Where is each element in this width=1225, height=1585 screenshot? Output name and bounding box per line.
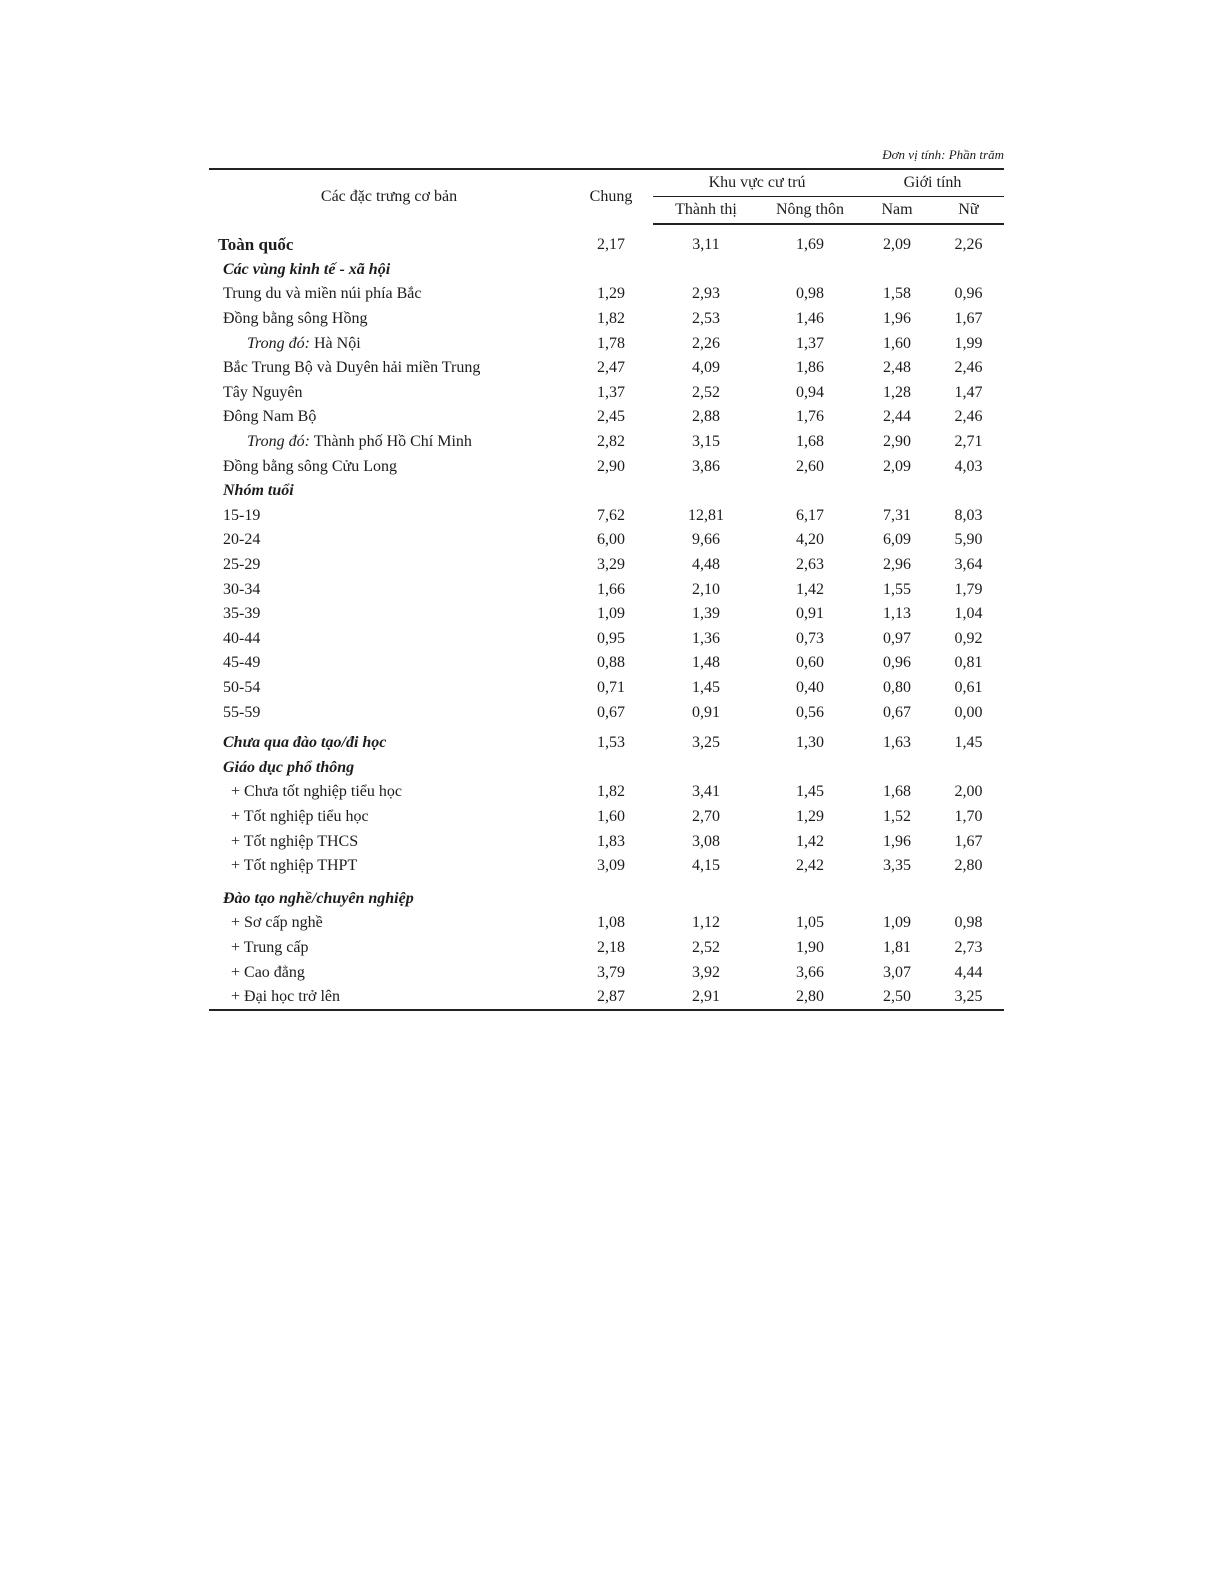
cell-urban: 4,15 [692,857,720,875]
cell-general: 6,00 [597,531,625,549]
row-label-text: 35-39 [223,605,261,623]
cell-female: 1,45 [954,734,983,752]
table-row [209,307,1004,332]
row-label [209,224,569,258]
cell-female: 0,81 [954,654,983,672]
cell-general: 1,37 [597,383,625,401]
cell-female: 5,90 [954,531,983,549]
table-row [209,651,1004,676]
row-label [209,878,569,911]
cell-general: 7,62 [597,506,625,524]
row-label-text: 50-54 [223,678,261,696]
cell-female: 0,96 [954,285,983,303]
cell-urban: 1,36 [692,629,720,647]
cell-male: 0,67 [883,703,911,721]
table-row [209,331,1004,356]
cell-general: 0,88 [597,654,625,672]
cell-urban: 2,10 [692,580,720,598]
table-row [209,805,1004,830]
cell-general: 2,47 [597,359,625,377]
cell-female: 2,46 [954,359,983,377]
cell-female: 2,80 [954,857,983,875]
section-vocational [209,878,1004,911]
section-spacer [569,755,1004,780]
cell-urban: 0,91 [692,703,720,721]
cell-rural: 1,46 [796,310,824,328]
table-row [209,960,1004,985]
cell-male: 2,50 [861,985,933,1011]
row-label [209,960,569,985]
cell-male: 2,09 [883,457,911,475]
table-header [209,169,1004,224]
section-regions [209,258,1004,283]
cell-rural: 2,60 [796,457,824,475]
cell-rural: 1,42 [796,580,824,598]
row-label [209,454,569,479]
cell-female: 2,46 [954,408,983,426]
cell-rural: 1,90 [796,938,824,956]
row-label [209,430,569,455]
cell-female: 2,26 [954,236,983,254]
row-label [209,627,569,652]
cell-rural: 1,68 [796,433,824,451]
row-label [209,651,569,676]
cell-male: 3,35 [883,857,911,875]
cell-male: 1,96 [883,832,911,850]
cell-general: 3,09 [597,857,625,875]
cell-rural: 1,30 [796,734,824,752]
cell-male: 1,63 [883,734,911,752]
cell-urban: 2,70 [692,807,720,825]
cell-female: 3,25 [933,985,1004,1011]
row-label [209,755,569,780]
row-label-text: Nhóm tuổi [223,482,294,500]
cell-general: 3,29 [597,556,625,574]
cell-rural: 1,76 [796,408,824,426]
cell-female: 1,99 [954,334,983,352]
cell-male: 1,09 [883,914,911,932]
cell-rural: 2,63 [796,556,824,574]
table-row [209,936,1004,961]
section-spacer [569,878,1004,911]
cell-male: 1,81 [883,938,911,956]
cell-urban: 3,08 [692,832,720,850]
table-row [209,854,1004,879]
row-label-prefix: Trong đó: [247,334,310,352]
cell-urban: 2,53 [692,310,720,328]
cell-female: 2,71 [954,433,983,451]
cell-general: 2,17 [597,235,625,253]
table-row [209,381,1004,406]
row-label-text: 15-19 [223,506,261,524]
row-label [209,307,569,332]
cell-rural: 1,42 [796,832,824,850]
row-label [209,700,569,731]
row-label [209,381,569,406]
cell-urban: 12,81 [688,506,724,524]
cell-general: 0,95 [597,629,625,647]
row-label-text: Giáo dục phổ thông [223,758,355,776]
cell-general: 1,82 [597,783,625,801]
cell-male: 0,80 [883,678,911,696]
row-label-text: Bắc Trung Bộ và Duyên hải miền Trung [223,359,481,377]
cell-female: 0,00 [954,703,983,721]
cell-rural: 0,60 [796,654,824,672]
cell-general: 1,08 [597,914,625,932]
row-label-text: + Tốt nghiệp THCS [231,832,359,850]
cell-female: 3,64 [954,556,983,574]
cell-urban: 1,48 [692,654,720,672]
table-row [209,676,1004,701]
cell-urban: 4,09 [692,359,720,377]
cell-female: 0,98 [954,914,983,932]
cell-general: 2,90 [597,457,625,475]
cell-male: 0,97 [883,629,911,647]
row-label [209,936,569,961]
cell-female: 1,67 [954,310,983,328]
row-label-text: + Trung cấp [231,938,309,956]
unemployment-rate-table [209,168,1004,1011]
section-general-education [209,755,1004,780]
cell-female: 4,44 [954,963,983,981]
table-row [209,780,1004,805]
table-row [209,553,1004,578]
cell-urban: 3,92 [692,963,720,981]
row-label [209,258,569,283]
table-row [209,454,1004,479]
cell-general: 2,82 [597,433,625,451]
row-label-text: + Tốt nghiệp tiểu học [231,807,369,825]
cell-urban: 1,39 [692,605,720,623]
cell-rural: 1,05 [796,914,824,932]
cell-urban: 1,12 [692,914,720,932]
section-spacer [569,479,1004,504]
cell-female: 2,00 [954,783,983,801]
table-row [209,627,1004,652]
row-label [209,356,569,381]
cell-rural: 1,29 [796,807,824,825]
row-label [209,331,569,356]
row-label-text: Hà Nội [313,334,361,352]
cell-rural: 0,56 [796,703,824,721]
cell-urban: 2,93 [692,285,720,303]
cell-male: 2,09 [883,236,911,254]
row-label-text: 40-44 [223,629,261,647]
table-row [209,504,1004,529]
row-label-text: Đồng bằng sông Hồng [223,310,368,328]
row-label-text: + Sơ cấp nghề [231,914,323,932]
cell-rural: 1,37 [796,334,824,352]
row-label [209,805,569,830]
cell-male: 0,96 [883,654,911,672]
cell-female: 8,03 [954,506,983,524]
cell-male: 1,68 [883,783,911,801]
row-label [209,479,569,504]
table-row [209,602,1004,627]
cell-rural: 3,66 [796,963,824,981]
table-row [209,405,1004,430]
cell-urban: 3,25 [692,734,720,752]
row-label-text: 20-24 [223,531,261,549]
cell-general: 1,09 [597,605,625,623]
row-label-text: 30-34 [223,580,261,598]
table-row [209,356,1004,381]
cell-female: 1,79 [954,580,983,598]
cell-urban: 3,41 [692,783,720,801]
cell-female: 0,61 [954,678,983,696]
row-label-text: 55-59 [223,703,261,721]
row-label-text: Đồng bằng sông Cửu Long [223,457,397,475]
cell-urban: 1,45 [692,678,720,696]
cell-female: 0,92 [954,629,983,647]
row-label [209,577,569,602]
table-row [209,430,1004,455]
cell-rural: 0,91 [796,605,824,623]
cell-female: 1,04 [954,605,983,623]
cell-urban: 3,15 [692,433,720,451]
cell-male: 2,90 [883,433,911,451]
row-label-prefix: Trong đó: [247,433,310,451]
cell-urban: 2,88 [692,408,720,426]
row-label [209,911,569,936]
table-body [209,224,1004,1010]
row-label [209,553,569,578]
cell-rural: 0,40 [796,678,824,696]
row-label [209,282,569,307]
cell-general: 1,66 [597,580,625,598]
cell-male: 1,96 [883,310,911,328]
row-no-training [209,731,1004,756]
row-label-text: Chưa qua đào tạo/đi học [223,734,387,752]
table-row [209,528,1004,553]
cell-male: 2,44 [883,408,911,426]
cell-rural: 1,45 [796,783,824,801]
table-row [209,829,1004,854]
cell-rural: 2,42 [796,857,824,875]
cell-male: 3,07 [883,963,911,981]
cell-female: 1,67 [954,832,983,850]
cell-rural: 0,94 [796,383,824,401]
header-general: Chung [569,169,653,224]
header-male: Nam [861,197,933,225]
cell-male: 1,52 [883,807,911,825]
row-label-text: Toàn quốc [218,234,294,254]
row-label-text: Đào tạo nghề/chuyên nghiệp [223,889,414,907]
cell-female: 1,47 [954,383,983,401]
cell-general: 2,45 [597,408,625,426]
cell-male: 1,13 [883,605,911,623]
cell-urban: 3,11 [692,236,720,254]
header-rural: Nông thôn [759,197,861,225]
cell-urban: 2,52 [692,938,720,956]
cell-general: 3,79 [597,963,625,981]
section-age-groups [209,479,1004,504]
cell-general: 1,82 [597,310,625,328]
cell-rural: 6,17 [796,506,824,524]
row-label [209,602,569,627]
section-spacer [569,258,1004,283]
cell-general: 0,67 [597,703,625,721]
cell-urban: 2,91 [653,985,759,1011]
cell-rural: 1,69 [796,236,824,254]
header-residence: Khu vực cư trú [653,169,861,197]
row-label-text: + Đại học trở lên [231,988,341,1006]
row-label-text: Trung du và miền núi phía Bắc [223,285,422,303]
row-label [209,405,569,430]
row-label-text: + Chưa tốt nghiệp tiểu học [231,783,402,801]
table-row [209,577,1004,602]
cell-male: 6,09 [883,531,911,549]
document-table-area [209,142,1004,1011]
row-label-text: Tây Nguyên [223,383,303,401]
cell-male: 1,55 [883,580,911,598]
row-label-text: + Tốt nghiệp THPT [231,857,358,875]
row-label [209,528,569,553]
cell-urban: 9,66 [692,531,720,549]
cell-male: 1,60 [883,334,911,352]
cell-urban: 4,48 [692,556,720,574]
cell-male: 1,58 [883,285,911,303]
cell-urban: 3,86 [692,457,720,475]
cell-male: 7,31 [883,506,911,524]
row-total [209,224,1004,258]
row-label [209,985,569,1011]
cell-rural: 0,98 [796,285,824,303]
cell-female: 4,03 [954,457,983,475]
cell-general: 1,83 [597,832,625,850]
row-label [209,731,569,756]
cell-male: 1,28 [883,383,911,401]
row-label-text: Đông Nam Bộ [223,408,317,426]
table-row [209,911,1004,936]
table-row [209,282,1004,307]
cell-female: 1,70 [954,807,983,825]
cell-general: 2,87 [569,985,653,1011]
header-sex: Giới tính [861,169,1004,197]
cell-urban: 2,26 [692,334,720,352]
cell-male: 2,96 [883,556,911,574]
cell-general: 2,18 [597,938,625,956]
cell-rural: 2,80 [759,985,861,1011]
row-label-text: + Cao đẳng [231,963,305,981]
cell-rural: 4,20 [796,531,824,549]
row-label-text: 45-49 [223,654,261,672]
header-urban: Thành thị [653,197,759,225]
cell-male: 2,48 [883,359,911,377]
header-female: Nữ [933,197,1004,225]
row-label-text: Các vùng kinh tế - xã hội [223,260,391,278]
row-label [209,854,569,879]
header-characteristic: Các đặc trưng cơ bản [209,169,569,224]
cell-general: 1,60 [597,807,625,825]
cell-general: 0,71 [597,678,625,696]
table-row [209,985,1004,1011]
table-row [209,700,1004,731]
cell-female: 2,73 [954,938,983,956]
row-label-text: 25-29 [223,556,261,574]
row-label [209,829,569,854]
cell-urban: 2,52 [692,383,720,401]
row-label-text: Thành phố Hồ Chí Minh [313,433,472,451]
cell-general: 1,78 [597,334,625,352]
cell-general: 1,29 [597,285,625,303]
cell-rural: 0,73 [796,629,824,647]
row-label [209,504,569,529]
row-label [209,676,569,701]
cell-general: 1,53 [597,734,625,752]
unit-note: Đơn vị tính: Phần trăm [882,147,1004,162]
cell-rural: 1,86 [796,359,824,377]
row-label [209,780,569,805]
